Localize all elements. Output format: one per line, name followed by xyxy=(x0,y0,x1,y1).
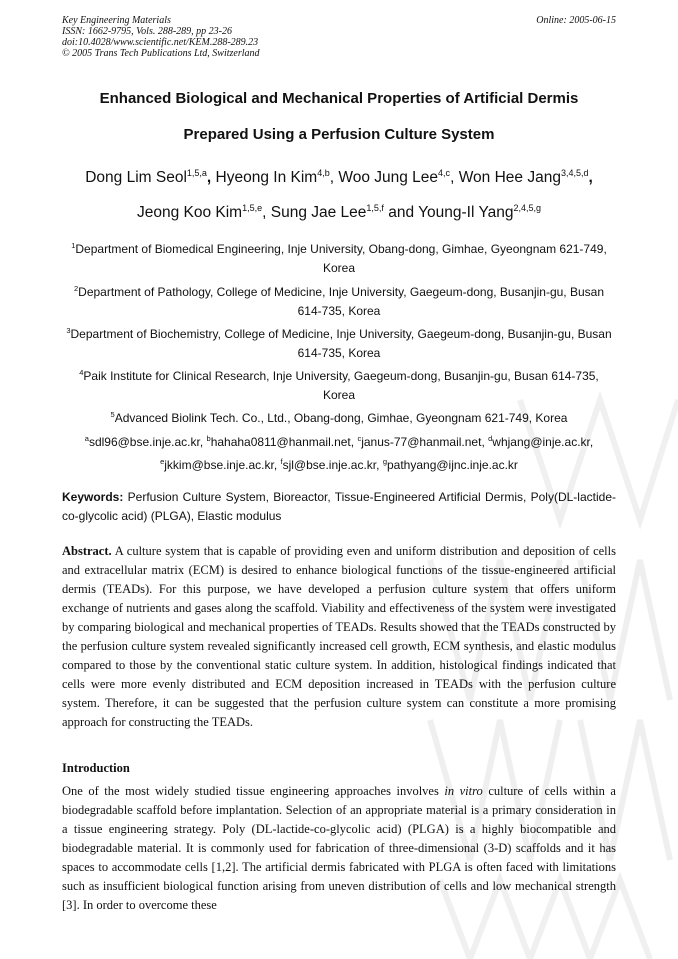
email-sup: d xyxy=(488,434,493,443)
paper-title-line-1: Enhanced Biological and Mechanical Properties of Artificial Dermis xyxy=(99,90,579,107)
keywords-label: Keywords: xyxy=(62,490,124,504)
intro-text-part: One of the most widely studied tissue engineering approaches involves xyxy=(62,784,445,798)
affiliation-4 xyxy=(62,363,616,405)
keywords-block xyxy=(62,488,616,526)
email-sup: f xyxy=(280,457,283,466)
author-separator: , xyxy=(329,169,339,187)
author-affil-sup: 4,b xyxy=(317,168,330,178)
author-name: Woo Jung Lee xyxy=(338,169,439,187)
affiliation-number: 4 xyxy=(79,368,84,377)
intro-text-part: culture of cells within a biodegradable scaffold before implantation. Selection of an appropriate material is a primary consideration in a tissue engineering strategy. Poly (DL-lactide-co-glycolic acid) (PLGA) is a highly biocompatible and biodegradable material. It is commonly used for fabrication of three-dimensional (3-D) scaffolds and it has spaces to accommodate cells [1,2]. The artificial dermis fabricated with PLGA is often faced with limitations such as insufficient biological function arising from uneven distribution of cells and low mechanical strength [3]. In order to overcome these xyxy=(62,784,616,912)
authors-line-2 xyxy=(40,203,638,222)
email-sup: b xyxy=(206,434,211,443)
doi-line: doi:10.4028/www.scientific.net/KEM.288-289.23 xyxy=(62,37,259,48)
affiliation-text: Department of Pathology, College of Medicine, Inje University, Gaegeum-dong, Busanjin-gu, Busan 614-735, Korea xyxy=(78,285,604,318)
issn-line: ISSN: 1662-9795, Vols. 288-289, pp 23-26 xyxy=(62,26,232,37)
copyright-line: © 2005 Trans Tech Publications Ltd, Switzerland xyxy=(62,48,260,59)
abstract-block xyxy=(62,542,616,732)
email-address: janus-77@hanmail.net xyxy=(361,435,482,449)
affiliation-5 xyxy=(62,405,616,428)
author-affil-sup: 2,4,5,g xyxy=(513,203,542,213)
journal-header xyxy=(62,15,616,59)
authors-line-1 xyxy=(40,168,638,187)
journal-name: Key Engineering Materials xyxy=(62,15,171,26)
abstract-text: A culture system that is capable of providing even and uniform distribution and deposition of cells and extracellular matrix (ECM) is desired to enhance biological functions of the tissue-engineered artificial dermis (TEADs). For this purpose, we have developed a perfusion culture system that offers uniform exchange of nutrients and gases along the scaffold. Viability and effectiveness of the system were investigated by comparing biological and mechanical properties of TEADs. Results showed that the TEADs constructed by the perfusion culture system revealed significantly increased cell growth, ECM synthesis, and elastic modulus compared to those by the conventional static culture system. In addition, histological findings indicated that cells were more evenly distributed and ECM deposition increased in TEADs with the perfusion culture system. Therefore, it can be suggested that the perfusion culture system can constitute a more promising approach for constructing the TEADs. xyxy=(62,544,616,729)
introduction-heading: Introduction xyxy=(62,761,130,775)
author-name: Hyeong In Kim xyxy=(215,169,318,187)
author-name: Jeong Koo Kim xyxy=(136,204,243,222)
affiliation-2 xyxy=(62,279,616,321)
author-affil-sup: 4,c xyxy=(438,168,451,178)
paper-title-line-2: Prepared Using a Perfusion Culture System xyxy=(183,126,495,143)
email-address: hahaha0811@hanmail.net xyxy=(210,435,351,449)
introduction-text xyxy=(62,782,616,915)
author-name: Sung Jae Lee xyxy=(270,204,367,222)
email-address: jkkim@bse.inje.ac.kr xyxy=(164,458,274,472)
author-name: Dong Lim Seol xyxy=(85,169,187,187)
affiliation-1 xyxy=(62,236,616,278)
author-separator: , xyxy=(450,169,459,187)
affiliation-number: 2 xyxy=(73,284,79,293)
affiliation-text: Paik Institute for Clinical Research, Inje University, Gaegeum-dong, Busanjin-gu, Busan 614-735, Korea xyxy=(83,369,599,402)
affiliation-number: 1 xyxy=(71,241,76,250)
affiliation-number: 5 xyxy=(110,410,115,419)
email-sup: a xyxy=(84,434,89,443)
email-sup: e xyxy=(160,457,165,466)
author-affil-sup: 1,5,e xyxy=(242,203,263,213)
email-address: sdl96@bse.inje.ac.kr xyxy=(88,435,200,449)
email-address: pathyang@ijnc.inje.ac.kr xyxy=(386,458,518,472)
keywords-text: Perfusion Culture System, Bioreactor, Tissue-Engineered Artificial Dermis, Poly(DL-lactide-co-glycolic acid) (PLGA), Elastic modulus xyxy=(62,490,616,523)
author-affil-sup: 1,5,f xyxy=(366,203,384,213)
intro-italic-term: in vitro xyxy=(444,784,483,798)
email-address: whjang@inje.ac.kr xyxy=(492,435,590,449)
email-address: sjl@bse.inje.ac.kr xyxy=(282,458,377,472)
affiliation-text: Department of Biochemistry, College of Medicine, Inje University, Gaegeum-dong, Busanjin-gu, Busan 614-735, Korea xyxy=(70,327,612,360)
affiliation-number: 3 xyxy=(66,326,71,335)
author-name: Young-Il Yang xyxy=(418,204,514,222)
online-date: Online: 2005-06-15 xyxy=(536,15,616,26)
abstract-label: Abstract. xyxy=(62,544,112,558)
author-affil-sup: 3,4,5,d xyxy=(560,168,589,178)
affiliation-text: Advanced Biolink Tech. Co., Ltd., Obang-dong, Gimhae, Gyeongnam 621-749, Korea xyxy=(114,411,568,425)
author-separator: , xyxy=(588,169,593,187)
author-separator: , xyxy=(206,169,216,187)
author-emails: $^a$sdl96@bse.inje.ac.kr, $^b$hahaha0811@hanmail.net, $^c$janus-77@hanmail.net, $^d$whjang@inje.ac.kr, $^e$jkkim@bse.inje.ac.kr, $^f$sjl@bse.inje.ac.kr, $^g$pathyang@ijnc.inje.ac.kr xyxy=(84,434,594,472)
author-name: Won Hee Jang xyxy=(458,169,561,187)
email-sup: g xyxy=(382,457,387,466)
author-separator: and xyxy=(383,204,419,222)
email-sup: c xyxy=(357,434,362,443)
affiliation-3 xyxy=(62,321,616,363)
author-affil-sup: 1,5,a xyxy=(186,168,207,178)
affiliation-text: Department of Biomedical Engineering, Inje University, Obang-dong, Gimhae, Gyeongnam 621-749, Korea xyxy=(75,242,607,275)
author-separator: , xyxy=(262,204,271,222)
